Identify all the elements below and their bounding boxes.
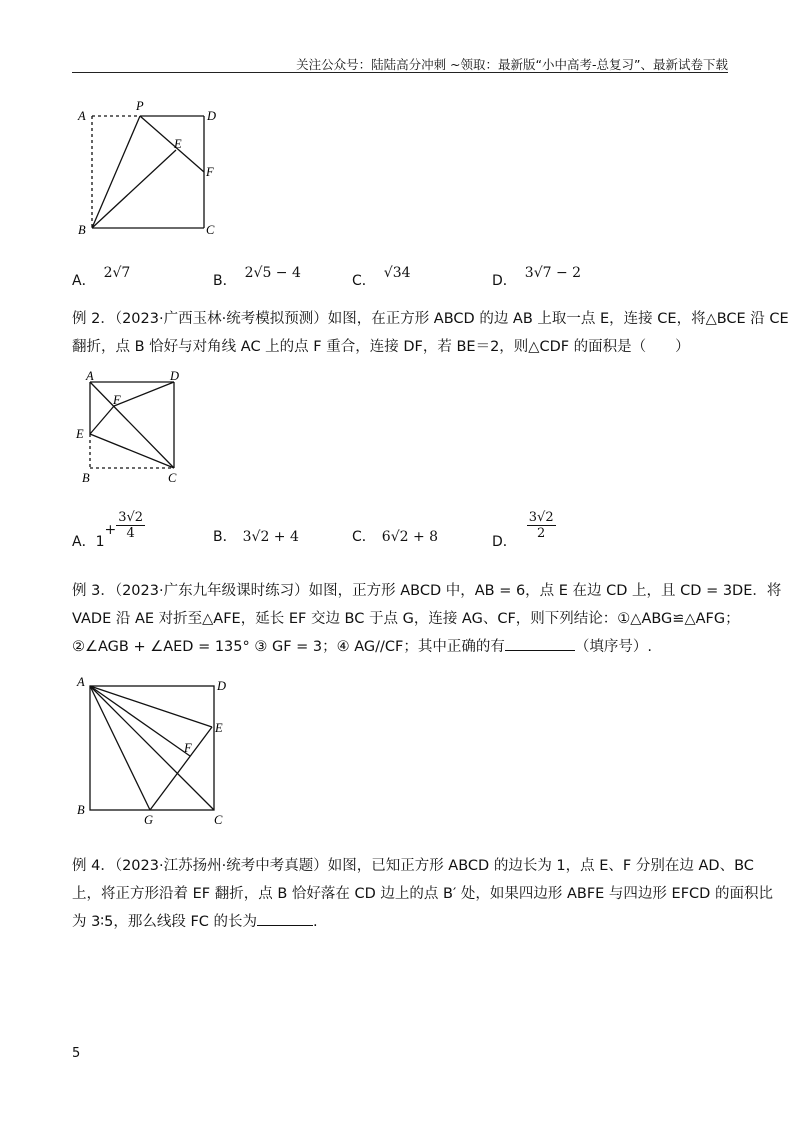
label-E: E bbox=[76, 427, 84, 441]
fraction-numerator: 3√2 bbox=[118, 510, 144, 525]
option-label: D． bbox=[492, 533, 517, 550]
label-F: F bbox=[206, 165, 214, 179]
example-3-text bbox=[72, 577, 782, 661]
page-header: 关注公众号：陆陆高分冲刺 ~领取：最新版“小中高考-总复习”、最新试卷下载 bbox=[296, 57, 728, 72]
example-4-line-3-suffix: . bbox=[313, 914, 318, 930]
label-D: D bbox=[217, 679, 227, 693]
option-value: 3√2 + 4 bbox=[242, 529, 299, 545]
answer-blank[interactable] bbox=[505, 636, 575, 651]
example-4-line-3-text: 为 3∶5，那么线段 FC 的长为 bbox=[72, 914, 258, 930]
example-2-text bbox=[72, 305, 789, 361]
header-rule bbox=[72, 72, 728, 73]
option-1-c bbox=[352, 262, 411, 289]
option-value: 6√2 + 8 bbox=[381, 529, 439, 545]
option-label: D． bbox=[492, 273, 517, 289]
option-fraction bbox=[527, 510, 556, 541]
figure-2-square-diagram bbox=[72, 366, 192, 486]
example-4-text bbox=[72, 852, 773, 936]
figure-3-square-diagram bbox=[72, 676, 242, 826]
option-fraction bbox=[116, 510, 145, 541]
option-2-c bbox=[352, 526, 438, 546]
label-A: A bbox=[86, 369, 94, 383]
label-G: G bbox=[144, 813, 154, 826]
option-value: 3√7 − 2 bbox=[524, 265, 582, 281]
example-3-line-1: 例 3．（2023·广东九年级课时练习）如图，正方形 ABCD 中，AB = 6，点 E 在边 CD 上，且 CD = 3DE．将 bbox=[72, 583, 782, 599]
option-value: 2√5 − 4 bbox=[244, 265, 301, 281]
label-E: E bbox=[215, 721, 223, 735]
label-B: B bbox=[77, 803, 85, 817]
option-plus: + bbox=[104, 521, 117, 538]
option-label: C． bbox=[352, 529, 376, 545]
label-A: A bbox=[78, 109, 86, 123]
option-1-b bbox=[213, 262, 301, 289]
example-3-line-2: VADE 沿 AE 对折至△AFE，延长 EF 交边 BC 于点 G，连接 AG、CF，则下列结论：①△ABG≌△AFG； bbox=[72, 611, 740, 627]
label-C: C bbox=[168, 471, 177, 485]
label-B: B bbox=[82, 471, 90, 485]
option-1-d bbox=[492, 262, 582, 289]
option-2-d bbox=[492, 510, 556, 550]
option-label: B． bbox=[213, 273, 237, 289]
label-C: C bbox=[214, 813, 223, 826]
label-A: A bbox=[77, 676, 85, 689]
example-2-line-2: 翻折，点 B 恰好与对角线 AC 上的点 F 重合，连接 DF，若 BE＝2，则△CDF 的面积是（ ） bbox=[72, 339, 690, 355]
label-F: F bbox=[184, 741, 192, 755]
label-D: D bbox=[207, 109, 217, 123]
option-2-b bbox=[213, 526, 299, 546]
page-number: 5 bbox=[72, 1046, 81, 1061]
example-2-line-1: 例 2．（2023·广西玉林·统考模拟预测）如图，在正方形 ABCD 的边 AB 上取一点 E，连接 CE，将△BCE 沿 CE bbox=[72, 311, 789, 327]
label-F: F bbox=[113, 393, 121, 407]
answer-blank[interactable] bbox=[257, 911, 313, 926]
label-P: P bbox=[136, 100, 144, 113]
label-B: B bbox=[78, 223, 86, 237]
label-E: E bbox=[174, 137, 182, 151]
example-4-line-2: 上，将正方形沿着 EF 翻折，点 B 恰好落在 CD 边上的点 B′ 处，如果四边形 ABFE 与四边形 EFCD 的面积比 bbox=[72, 886, 773, 902]
option-label: A． bbox=[72, 273, 96, 289]
option-label: A．1 bbox=[72, 533, 105, 550]
fraction-numerator: 3√2 bbox=[528, 510, 554, 525]
example-3-line-3-suffix: （填序号）. bbox=[574, 639, 652, 655]
option-label: B． bbox=[213, 529, 237, 545]
figure-1-square-diagram bbox=[72, 100, 222, 240]
fraction-denominator: 4 bbox=[126, 526, 135, 541]
label-C: C bbox=[206, 223, 215, 237]
option-value: 2√7 bbox=[103, 265, 131, 281]
label-D: D bbox=[170, 369, 180, 383]
option-value: √34 bbox=[383, 265, 411, 281]
option-label: C． bbox=[352, 273, 376, 289]
example-4-line-3 bbox=[72, 908, 732, 936]
example-4-line-1: 例 4．（2023·江苏扬州·统考中考真题）如图，已知正方形 ABCD 的边长为 1，点 E、F 分别在边 AD、BC bbox=[72, 858, 754, 874]
example-3-line-3-text: ②∠AGB + ∠AED = 135° ③ GF = 3；④ AG//CF；其中正确的有 bbox=[72, 639, 505, 655]
fraction-denominator: 2 bbox=[537, 526, 546, 541]
option-2-a bbox=[72, 510, 145, 550]
example-3-line-3 bbox=[72, 633, 732, 661]
option-1-a bbox=[72, 262, 131, 289]
